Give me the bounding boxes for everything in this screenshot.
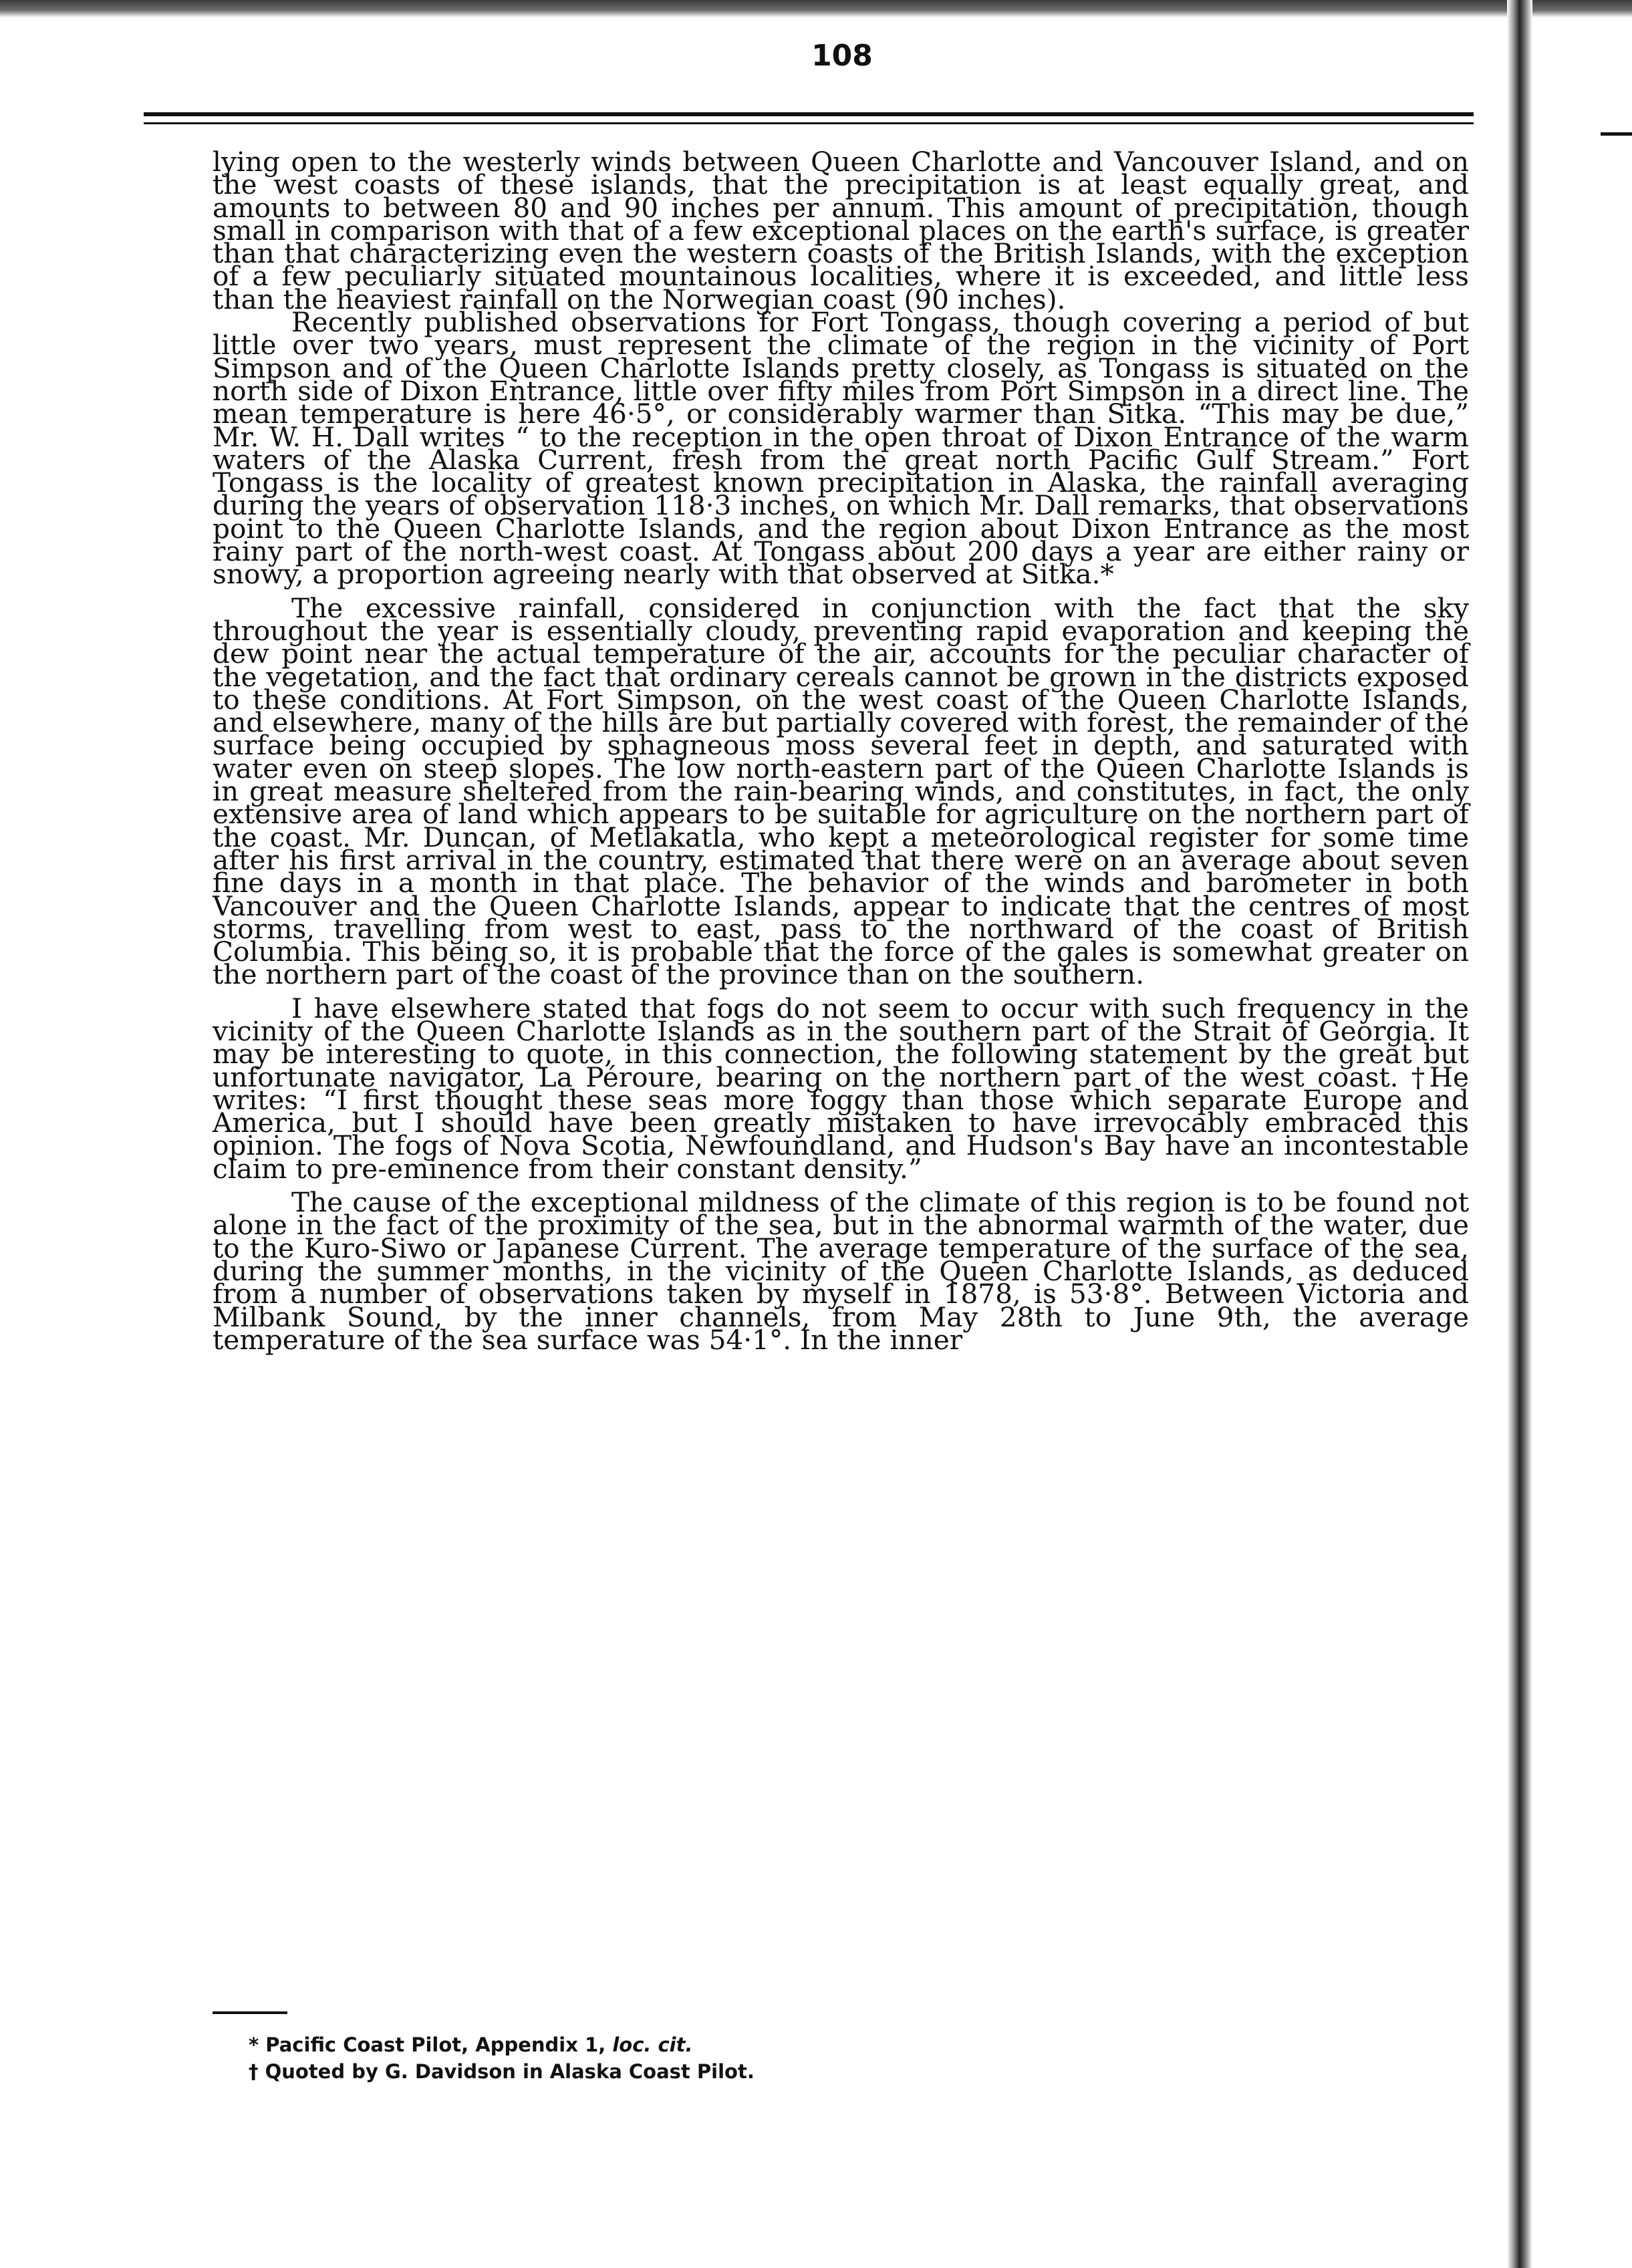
next-page-header-rule <box>1601 132 1632 136</box>
paragraph: lying open to the westerly winds between Queen Charlotte and Vancouver Island, and on the west coasts of these islands, that the precipitation is at least equally great, and amounts to between 80 and 90 inches per annum. This amount of precipitation, though small in comparison with that of a few exceptional places on the earth's surface, is greater than that characterizing even the western coasts of the British Islands, with the exception of a few peculiarly situated mountainous localities, where it is exceeded, and little less than the heaviest rainfall on the Norwegian coast (90 inches). <box>213 146 1469 315</box>
paragraph: Recently published observations for Fort Tongass, though covering a period of but little over two years, must represent the climate of the region in the vicinity of Port Simpson and of the Queen Charlotte Islands pretty closely, as Tongass is situated on the north side of Dixon Entrance, little over fifty miles from Port Simpson in a direct line. The mean temperature is here 46·5°, or considerably warmer than Sitka. “This may be due,” Mr. W. H. Dall writes “ to the reception in the open throat of Dixon Entrance of the warm waters of the Alaska Current, fresh from the great north Pacific Gulf Stream.” Fort Tongass is the locality of greatest known precipitation in Alaska, the rainfall averaging during the years of observation 118·3 inches, on which Mr. Dall remarks, that observations point to the Queen Charlotte Islands, and the region about Dixon Entrance as the most rainy part of the north-west coast. At Tongass about 200 days a year are either rainy or snowy, a proportion agreeing nearly with that observed at Sitka.* <box>213 306 1469 591</box>
paragraph: The excessive rainfall, considered in conjunction with the fact that the sky throughout the year is essentially cloudy, preventing rapid evaporation and keeping the dew point near the actual temperature of the air, accounts for the peculiar character of the vegetation, and the fact that ordinary cereals cannot be grown in the districts exposed to these conditions. At Fort Simpson, on the west coast of the Queen Charlotte Islands, and elsewhere, many of the hills are but partially covered with forest, the remainder of the surface being occupied by sphagneous moss several feet in depth, and saturated with water even on steep slopes. The low north-eastern part of the Queen Charlotte Islands is in great measure sheltered from the rain-bearing winds, and constitutes, in fact, the only extensive area of land which appears to be suitable for agriculture on the northern part of the coast. Mr. Duncan, of Metlakatla, who kept a meteorological register for some time after his first arrival in the country, estimated that there were on an average about seven fine days in a month in that place. The behavior of the winds and barometer in both Vancouver and the Queen Charlotte Islands, appear to indicate that the centres of most storms, travelling from west to east, pass to the northward of the coast of British Columbia. This being so, it is probable that the force of the gales is somewhat greater on the northern part of the coast of the province than on the southern. <box>213 591 1469 991</box>
scan-top-edge <box>0 0 1632 17</box>
footnote: * Pacific Coast Pilot, Appendix 1, loc. cit. <box>249 2033 693 2056</box>
paragraph: I have elsewhere stated that fogs do not seem to occur with such frequency in the vicinity of the Queen Charlotte Islands as in the southern part of the Strait of Georgia. It may be interesting to quote, in this connection, the following statement by the great but unfortunate navigator, La Péroure, bearing on the northern part of the west coast. †He writes: “I first thought these seas more foggy than those which separate Europe and America, but I should have been greatly mistaken to have irrevocably embraced this opinion. The fogs of Nova Scotia, Newfoundland, and Hudson's Bay have an incontestable claim to pre-eminence from their constant density.” <box>213 992 1469 1185</box>
footnote-rule <box>213 2011 287 2014</box>
header-rule <box>144 112 1474 124</box>
footnotes <box>249 2031 1318 2085</box>
paragraph: The cause of the exceptional mildness of the climate of this region is to be found not alone in the fact of the proximity of the sea, but in the abnormal warmth of the water, due to the Kuro-Siwo or Japanese Current. The average temperature of the surface of the sea, during the summer months, in the vicinity of the Queen Charlotte Islands, as deduced from a number of observations taken by myself in 1878, is 53·8°. Between Victoria and Milbank Sound, by the inner channels, from May 28th to June 9th, the average temperature of the sea surface was 54·1°. In the inner <box>213 1186 1469 1356</box>
page-number: 108 <box>811 39 873 73</box>
main-text <box>213 146 1469 1356</box>
footnote: † Quoted by G. Davidson in Alaska Coast Pilot. <box>249 2060 755 2083</box>
page-gutter <box>1507 0 1532 2268</box>
